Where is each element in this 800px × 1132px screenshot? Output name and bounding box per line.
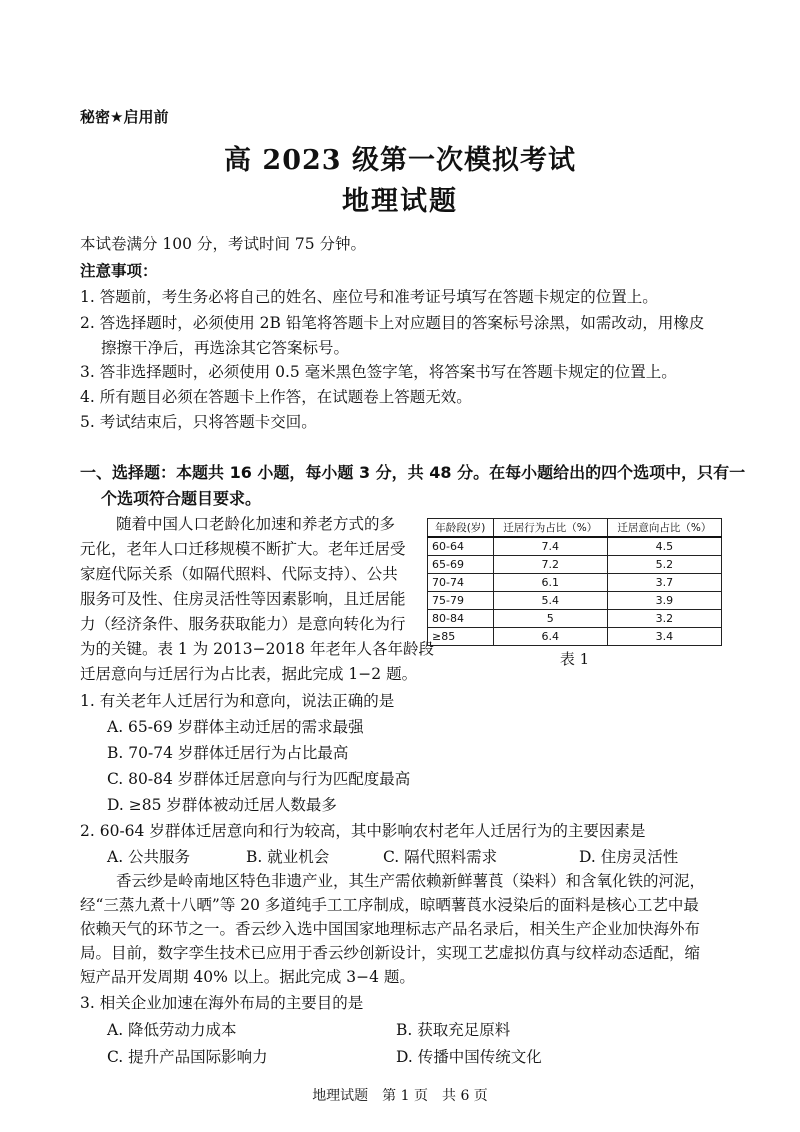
section-heading-continuation: 个选项符合题目要求。: [101, 489, 262, 508]
table-row: [428, 592, 722, 610]
question-stem: 1. 有关老年人迁居行为和意向，说法正确的是: [80, 692, 395, 710]
table-cell: 3.2: [607, 610, 721, 628]
table-header: 年龄段(岁): [428, 519, 494, 538]
answer-option: B. 70-74 岁群体迁居行为占比最高: [107, 744, 349, 762]
passage-line: 为的关键。表 1 为 2013−2018 年老年人各年龄段: [80, 640, 434, 658]
answer-option: C. 提升产品国际影响力: [107, 1048, 268, 1066]
table-header: 迁居行为占比（%）: [493, 519, 607, 538]
table-caption: 表 1: [559, 650, 590, 668]
table-cell: 6.4: [493, 628, 607, 646]
exam-title: 高 2023 级第一次模拟考试: [224, 145, 576, 176]
answer-option: C. 80-84 岁群体迁居意向与行为匹配度最高: [107, 770, 411, 788]
question-stem: 3. 相关企业加速在海外布局的主要目的是: [80, 994, 364, 1012]
table-cell: 80-84: [428, 610, 494, 628]
notice-item: 5. 考试结束后，只将答题卡交回。: [80, 413, 317, 431]
passage-line: 短产品开发周期 40% 以上。据此完成 3−4 题。: [80, 968, 415, 986]
score-line: 本试卷满分 100 分，考试时间 75 分钟。: [80, 235, 367, 253]
table-cell: 4.5: [607, 537, 721, 556]
table-cell: 75-79: [428, 592, 494, 610]
answer-option: A. 65-69 岁群体主动迁居的需求最强: [107, 718, 364, 736]
passage-line: 迁居意向与迁居行为占比表，据此完成 1−2 题。: [80, 665, 418, 683]
table-cell: 7.4: [493, 537, 607, 556]
table-cell: 70-74: [428, 574, 494, 592]
question-stem: 2. 60-64 岁群体迁居意向和行为较高，其中影响农村老年人迁居行为的主要因素是: [80, 822, 646, 840]
table-row: [428, 556, 722, 574]
passage-line: 局。目前，数字孪生技术已应用于香云纱创新设计，实现工艺虚拟仿真与纹样动态适配，缩: [80, 944, 701, 962]
passage-line: 香云纱是岭南地区特色非遗产业，其生产需依赖新鲜薯莨（染料）和含氧化铁的河泥，: [116, 872, 706, 890]
notice-item: 3. 答非选择题时，必须使用 0.5 毫米黑色签字笔，将答案书写在答题卡规定的位置上。: [80, 363, 677, 381]
passage-line: 服务可及性、住房灵活性等因素影响，且迁居能: [80, 590, 406, 608]
answer-option: C. 隔代照料需求: [383, 848, 498, 866]
table-cell: 5.4: [493, 592, 607, 610]
table-header: 迁居意向占比（%）: [607, 519, 721, 538]
answer-option: D. ≥85 岁群体被动迁居人数最多: [107, 796, 337, 814]
notice-item: 2. 答选择题时，必须使用 2B 铅笔将答题卡上对应题目的答案标号涂黑，如需改动，用橡皮: [80, 314, 705, 332]
table-cell: 6.1: [493, 574, 607, 592]
notice-item: 1. 答题前，考生务必将自己的姓名、座位号和准考证号填写在答题卡规定的位置上。: [80, 288, 658, 306]
table-cell: 5: [493, 610, 607, 628]
subject-title: 地理试题: [342, 186, 458, 217]
notice-item-continuation: 擦擦干净后，再选涂其它答案标号。: [101, 339, 350, 357]
table-cell: 5.2: [607, 556, 721, 574]
answer-option: B. 就业机会: [246, 848, 330, 866]
table-header-row: [428, 519, 722, 538]
passage-line: 经“三蒸九煮十八晒”等 20 多道纯手工工序制成，晾晒薯莨水浸染后的面料是核心工艺中最: [80, 896, 699, 914]
answer-option: A. 降低劳动力成本: [107, 1021, 237, 1039]
table-row: [428, 610, 722, 628]
passage-line: 元化，老年人口迁移规模不断扩大。老年迁居受: [80, 540, 406, 558]
passage-line: 随着中国人口老龄化加速和养老方式的多: [116, 515, 396, 533]
confidential-label: 秘密★启用前: [80, 108, 169, 126]
table-cell: 60-64: [428, 537, 494, 556]
table-row: [428, 537, 722, 556]
table-cell: 3.4: [607, 628, 721, 646]
table-cell: 65-69: [428, 556, 494, 574]
passage-line: 力（经济条件、服务获取能力）是意向转化为行: [80, 615, 406, 633]
answer-option: D. 传播中国传统文化: [396, 1048, 542, 1066]
section-heading: 一、选择题：本题共 16 小题，每小题 3 分，共 48 分。在每小题给出的四个选项中，只有一: [80, 463, 746, 482]
table-row: [428, 628, 722, 646]
table-row: [428, 574, 722, 592]
table-cell: 3.7: [607, 574, 721, 592]
passage-line: 依赖天气的环节之一。香云纱入选中国国家地理标志产品名录后，相关生产企业加快海外布: [80, 920, 701, 938]
answer-option: D. 住房灵活性: [579, 848, 679, 866]
answer-option: A. 公共服务: [107, 848, 191, 866]
answer-option: B. 获取充足原料: [396, 1021, 511, 1039]
migration-table: [427, 518, 722, 646]
notice-title: 注意事项：: [80, 262, 158, 280]
passage-line: 家庭代际关系（如隔代照料、代际支持）、公共: [80, 565, 398, 583]
notice-item: 4. 所有题目必须在答题卡上作答，在试题卷上答题无效。: [80, 388, 472, 406]
table-cell: 7.2: [493, 556, 607, 574]
table-cell: 3.9: [607, 592, 721, 610]
table-cell: ≥85: [428, 628, 494, 646]
page-footer: 地理试题 第 1 页 共 6 页: [312, 1088, 488, 1104]
